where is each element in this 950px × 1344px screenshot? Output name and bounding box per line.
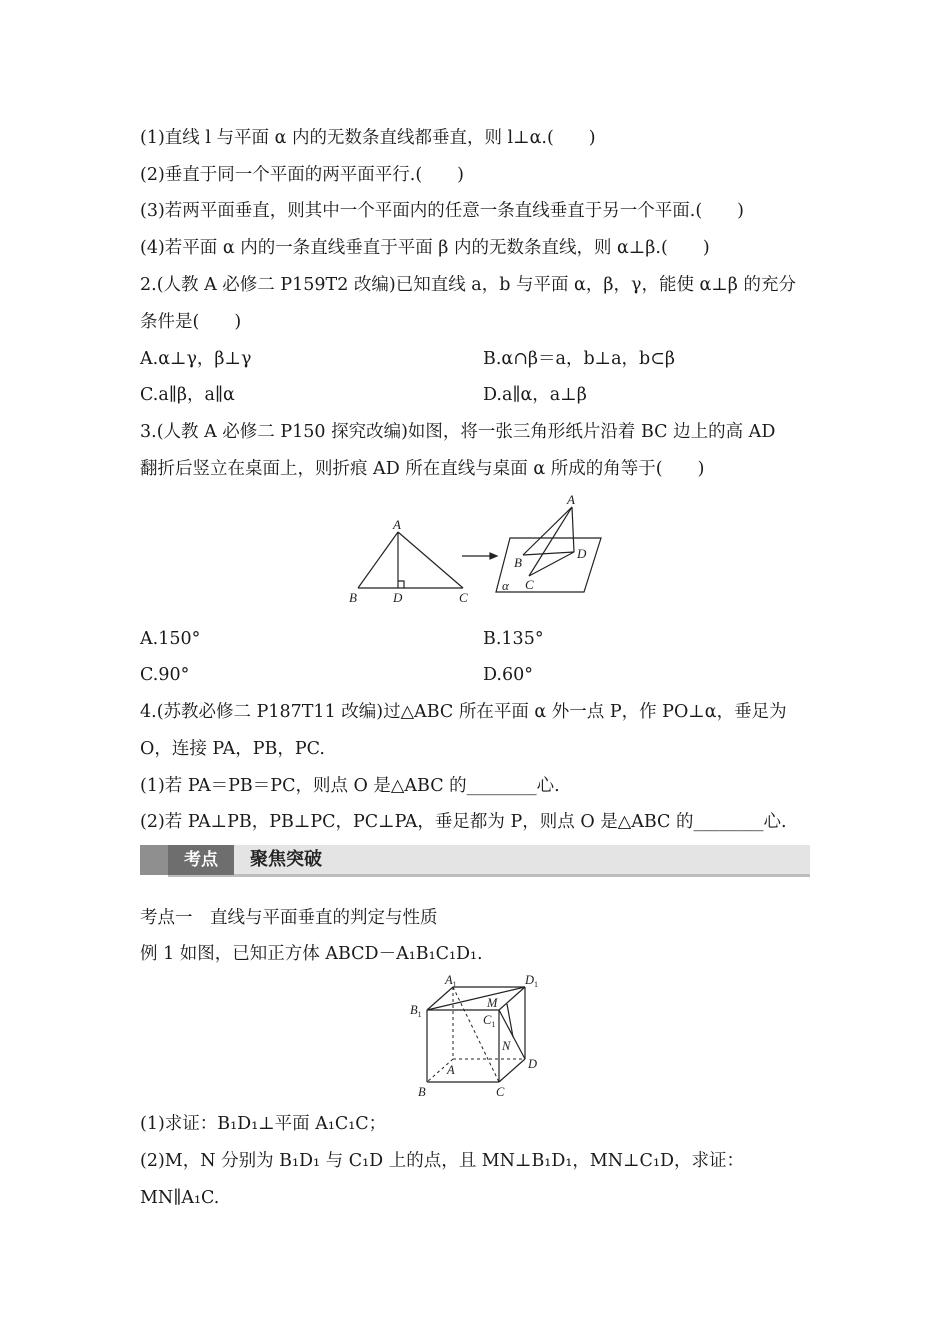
example-1-part-2-cont: MN∥A₁C. bbox=[140, 1188, 220, 1208]
triangle-fold-figure bbox=[340, 490, 620, 608]
banner-title: 聚焦突破 bbox=[250, 849, 322, 870]
section-banner bbox=[140, 843, 810, 877]
cube-figure bbox=[405, 970, 550, 1102]
label-c1: $C_1$ bbox=[483, 1013, 496, 1029]
label-alpha: α bbox=[502, 578, 509, 593]
question-4-stem: 4.(苏教必修二 P187T11 改编)过△ABC 所在平面 α 外一点 P，作 PO⊥α，垂足为 bbox=[140, 702, 787, 722]
fold-edge-ab bbox=[523, 507, 572, 555]
question-2-option-d: D.a∥α，a⊥β bbox=[483, 385, 587, 405]
question-4-part-2: (2)若 PA⊥PB，PB⊥PC，PC⊥PA，垂足都为 P，则点 O 是△ABC 的________心. bbox=[140, 812, 787, 832]
label-fold-b: B bbox=[514, 555, 522, 570]
label-b: B bbox=[418, 1085, 426, 1099]
right-angle-mark bbox=[398, 581, 404, 588]
label-d1: $D_1$ bbox=[525, 973, 539, 989]
label-d: D bbox=[393, 590, 403, 605]
fold-crease-ad bbox=[572, 507, 574, 552]
arrow-head bbox=[490, 553, 497, 559]
label-a: A bbox=[393, 517, 401, 532]
fold-edge-cd bbox=[529, 552, 574, 576]
question-4-part-1: (1)若 PA＝PB＝PC，则点 O 是△ABC 的________心. bbox=[140, 776, 560, 796]
question-2-option-b: B.α∩β＝a，b⊥a，b⊂β bbox=[483, 349, 676, 369]
banner-tag: 考点 bbox=[168, 845, 234, 875]
example-1-part-2: (2)M，N 分别为 B₁D₁ 与 C₁D 上的点，且 MN⊥B₁D₁，MN⊥C₁D，求证： bbox=[140, 1151, 744, 1171]
example-1-part-1: (1)求证：B₁D₁⊥平面 A₁C₁C； bbox=[140, 1114, 387, 1134]
fold-edge-ac bbox=[529, 507, 572, 576]
label-c: C bbox=[496, 1085, 505, 1099]
tri-edge-ac bbox=[398, 532, 463, 588]
topic-heading: 考点一 直线与平面垂直的判定与性质 bbox=[140, 908, 438, 928]
question-3-stem-cont: 翻折后竖立在桌面上，则折痕 AD 所在直线与桌面 α 所成的角等于( ) bbox=[140, 459, 705, 479]
statement-3: (3)若两平面垂直，则其中一个平面内的任意一条直线垂直于另一个平面.( ) bbox=[140, 201, 745, 221]
label-m: M bbox=[487, 996, 498, 1010]
question-3-option-c: C.90° bbox=[140, 665, 190, 685]
question-2-option-a: A.α⊥γ，β⊥γ bbox=[140, 349, 252, 369]
label-b: B bbox=[349, 590, 357, 605]
diag-b1d1 bbox=[427, 987, 525, 1010]
label-d: D bbox=[528, 1057, 538, 1071]
question-2-stem-cont: 条件是( ) bbox=[140, 312, 242, 332]
statement-2: (2)垂直于同一个平面的两平面平行.( ) bbox=[140, 165, 465, 185]
label-b1: $B_1$ bbox=[410, 1003, 422, 1019]
example-1-stem: 例 1 如图，已知正方体 ABCD－A₁B₁C₁D₁. bbox=[140, 944, 483, 964]
fold-edge-bd bbox=[523, 552, 574, 555]
edge-cd bbox=[499, 1059, 525, 1082]
question-3-option-d: D.60° bbox=[483, 665, 533, 685]
tri-edge-ab bbox=[358, 532, 398, 588]
question-3-option-b: B.135° bbox=[483, 629, 544, 649]
question-3-option-a: A.150° bbox=[140, 629, 201, 649]
banner-background bbox=[140, 845, 810, 875]
statement-1: (1)直线 l 与平面 α 内的无数条直线都垂直，则 l⊥α.( ) bbox=[140, 128, 596, 148]
label-fold-d: D bbox=[577, 546, 587, 561]
label-c: C bbox=[459, 590, 468, 605]
question-2-stem: 2.(人教 A 必修二 P159T2 改编)已知直线 a，b 与平面 α，β，γ，能使 α⊥β 的充分 bbox=[140, 275, 796, 295]
label-a1: $A_1$ bbox=[445, 973, 457, 989]
question-2-option-c: C.a∥β，a∥α bbox=[140, 385, 235, 405]
question-3-stem: 3.(人教 A 必修二 P150 探究改编)如图，将一张三角形纸片沿着 BC 边上的高 AD bbox=[140, 422, 776, 442]
segment-mn bbox=[507, 1004, 513, 1037]
label-a: A bbox=[447, 1063, 455, 1077]
statement-4: (4)若平面 α 内的一条直线垂直于平面 β 内的无数条直线，则 α⊥β.( ) bbox=[140, 238, 710, 258]
label-fold-c: C bbox=[525, 577, 534, 592]
label-n: N bbox=[502, 1039, 511, 1053]
label-fold-a: A bbox=[567, 492, 575, 507]
banner-left-block bbox=[140, 845, 168, 875]
question-4-stem-cont: O，连接 PA，PB，PC. bbox=[140, 739, 325, 759]
